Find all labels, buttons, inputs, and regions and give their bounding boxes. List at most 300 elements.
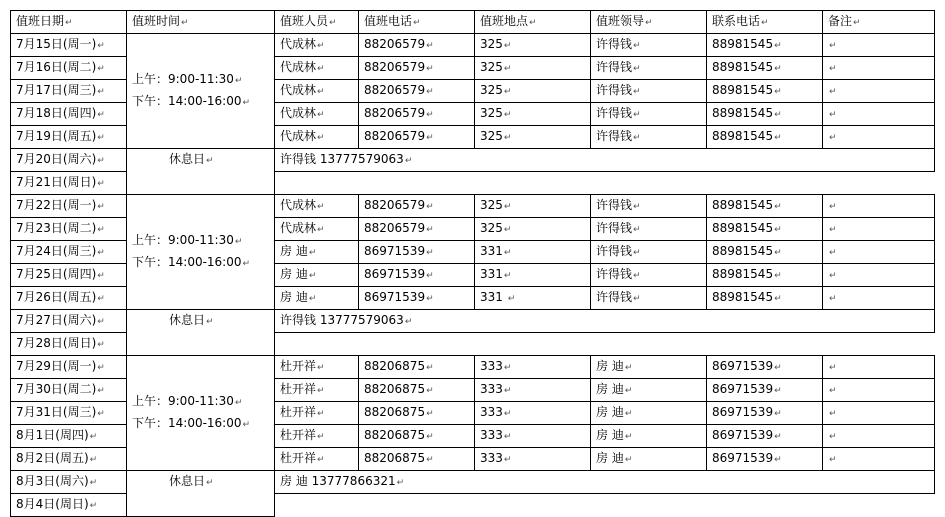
cell-text: 房 迪 (596, 405, 624, 419)
paragraph-mark: ↵ (633, 41, 641, 51)
duty-time-slot (127, 195, 275, 310)
duty-place (475, 402, 591, 425)
cell-text: 86971539 (712, 405, 774, 419)
paragraph-mark: ↵ (829, 110, 837, 120)
cell-text: 房 迪 (280, 267, 308, 281)
cell-text: 许得钱 (596, 221, 633, 235)
time-pm (132, 91, 274, 113)
paragraph-mark: ↵ (97, 409, 105, 419)
paragraph-mark: ↵ (633, 87, 641, 97)
cell-text: 7月27日(周六) (16, 313, 97, 327)
duty-leader (591, 264, 707, 287)
paragraph-mark: ↵ (426, 41, 434, 51)
weekday-row (11, 34, 935, 57)
paragraph-mark: ↵ (97, 294, 105, 304)
paragraph-mark: ↵ (426, 363, 434, 373)
paragraph-mark: ↵ (829, 363, 837, 373)
leader-contact (707, 264, 823, 287)
paragraph-mark: ↵ (774, 202, 782, 212)
cell-text: 许得钱 (596, 267, 633, 281)
paragraph-mark: ↵ (396, 478, 405, 488)
paragraph-mark: ↵ (317, 87, 325, 97)
duty-roster-table (10, 10, 935, 517)
cell-text: 325 (480, 198, 503, 212)
cell-text: 许得钱 13777579063 (280, 313, 404, 327)
paragraph-mark: ↵ (426, 248, 434, 258)
paragraph-mark: ↵ (829, 248, 837, 258)
duty-date (11, 103, 127, 126)
leader-contact (707, 241, 823, 264)
paragraph-mark: ↵ (633, 271, 641, 281)
cell-text: 7月17日(周三) (16, 83, 97, 97)
duty-place (475, 264, 591, 287)
paragraph-mark: ↵ (624, 386, 633, 396)
remarks (823, 425, 935, 448)
paragraph-mark: ↵ (234, 76, 243, 86)
paragraph-mark: ↵ (426, 133, 434, 143)
paragraph-mark: ↵ (774, 386, 782, 396)
paragraph-mark: ↵ (774, 64, 782, 74)
duty-staff (275, 103, 359, 126)
paragraph-mark: ↵ (633, 225, 641, 235)
header-place: 值班地点↵ (475, 11, 591, 34)
leader-contact (707, 379, 823, 402)
paragraph-mark: ↵ (426, 294, 434, 304)
paragraph-mark: ↵ (97, 248, 105, 258)
paragraph-mark: ↵ (426, 64, 434, 74)
paragraph-mark: ↵ (774, 455, 782, 465)
cell-text: 88206579 (364, 106, 426, 120)
duty-date (11, 34, 127, 57)
duty-date (11, 425, 127, 448)
cell-text: 88206579 (364, 129, 426, 143)
cell-text: 代成林 (280, 60, 317, 74)
paragraph-mark: ↵ (829, 202, 837, 212)
duty-date (11, 379, 127, 402)
cell-text: 8月3日(周六) (16, 474, 89, 488)
header-time: 值班时间↵ (127, 11, 275, 34)
paragraph-mark: ↵ (89, 478, 98, 488)
leader-contact (707, 57, 823, 80)
duty-phone (359, 218, 475, 241)
weekend-duty-contact (275, 149, 935, 172)
cell-text: 代成林 (280, 37, 317, 51)
paragraph-mark: ↵ (774, 87, 782, 97)
paragraph-mark: ↵ (426, 87, 434, 97)
cell-text: 325 (480, 60, 503, 74)
cell-text: 88981545 (712, 60, 774, 74)
remarks (823, 126, 935, 149)
paragraph-mark: ↵ (89, 432, 98, 442)
duty-staff (275, 379, 359, 402)
duty-date (11, 80, 127, 103)
duty-leader (591, 287, 707, 310)
leader-contact (707, 126, 823, 149)
cell-text: 333 (480, 428, 503, 442)
paragraph-mark: ↵ (503, 87, 512, 97)
paragraph-mark: ↵ (206, 317, 214, 327)
cell-text: 代成林 (280, 129, 317, 143)
duty-leader (591, 448, 707, 471)
paragraph-mark: ↵ (426, 110, 434, 120)
paragraph-mark: ↵ (242, 259, 251, 269)
cell-text: 7月22日(周一) (16, 198, 97, 212)
cell-text: 325 (480, 37, 503, 51)
cell-text: 8月4日(周日) (16, 497, 89, 511)
cell-text: 88206579 (364, 83, 426, 97)
cell-text: 房 迪 (596, 382, 624, 396)
leader-contact (707, 218, 823, 241)
remarks (823, 241, 935, 264)
duty-phone (359, 402, 475, 425)
paragraph-mark: ↵ (317, 133, 325, 143)
cell-text: 休息日 (169, 474, 206, 488)
paragraph-mark: ↵ (829, 455, 837, 465)
paragraph-mark: ↵ (404, 156, 413, 166)
cell-text: 下午：14:00-16:00 (132, 416, 242, 430)
paragraph-mark: ↵ (97, 340, 105, 350)
duty-staff (275, 425, 359, 448)
paragraph-mark: ↵ (426, 271, 434, 281)
cell-text: 7月28日(周日) (16, 336, 97, 350)
paragraph-mark: ↵ (829, 133, 837, 143)
paragraph-mark: ↵ (829, 64, 837, 74)
duty-phone (359, 448, 475, 471)
paragraph-mark: ↵ (97, 271, 105, 281)
paragraph-mark: ↵ (829, 432, 837, 442)
duty-phone (359, 264, 475, 287)
paragraph-mark: ↵ (206, 156, 214, 166)
weekend-date (11, 172, 127, 195)
duty-place (475, 57, 591, 80)
paragraph-mark: ↵ (317, 409, 325, 419)
duty-place (475, 218, 591, 241)
time-am (132, 69, 274, 91)
cell-text: 许得钱 (596, 60, 633, 74)
paragraph-mark: ↵ (97, 202, 105, 212)
header-contact: 联系电话↵ (707, 11, 823, 34)
cell-text: 杜开祥 (280, 428, 317, 442)
cell-text: 88206579 (364, 221, 426, 235)
paragraph-mark: ↵ (829, 225, 837, 235)
duty-leader (591, 379, 707, 402)
cell-text: 房 迪 (280, 290, 308, 304)
paragraph-mark: ↵ (308, 271, 317, 281)
paragraph-mark: ↵ (97, 156, 105, 166)
duty-leader (591, 103, 707, 126)
paragraph-mark: ↵ (206, 478, 214, 488)
cell-text: 7月26日(周五) (16, 290, 97, 304)
paragraph-mark: ↵ (829, 409, 837, 419)
weekend-row (11, 310, 935, 333)
duty-date (11, 264, 127, 287)
paragraph-mark: ↵ (633, 133, 641, 143)
duty-staff (275, 126, 359, 149)
cell-text: 88206875 (364, 451, 426, 465)
paragraph-mark: ↵ (624, 363, 633, 373)
paragraph-mark: ↵ (308, 248, 317, 258)
paragraph-mark: ↵ (774, 248, 782, 258)
paragraph-mark: ↵ (503, 64, 512, 74)
duty-leader (591, 218, 707, 241)
duty-phone (359, 241, 475, 264)
duty-date (11, 218, 127, 241)
paragraph-mark: ↵ (829, 386, 837, 396)
paragraph-mark: ↵ (97, 41, 105, 51)
cell-text: 房 迪 (596, 428, 624, 442)
cell-text: 代成林 (280, 83, 317, 97)
paragraph-mark: ↵ (97, 87, 105, 97)
weekend-date (11, 494, 127, 517)
duty-place (475, 287, 591, 310)
paragraph-mark: ↵ (829, 271, 837, 281)
remarks (823, 80, 935, 103)
weekend-duty-contact (275, 310, 935, 333)
duty-leader (591, 356, 707, 379)
duty-leader (591, 241, 707, 264)
remarks (823, 264, 935, 287)
cell-text: 下午：14:00-16:00 (132, 94, 242, 108)
duty-staff (275, 356, 359, 379)
duty-date (11, 57, 127, 80)
paragraph-mark: ↵ (89, 455, 98, 465)
paragraph-mark: ↵ (426, 409, 434, 419)
paragraph-mark: ↵ (503, 248, 512, 258)
cell-text: 许得钱 (596, 290, 633, 304)
header-row (11, 11, 935, 34)
cell-text: 7月29日(周一) (16, 359, 97, 373)
paragraph-mark: ↵ (774, 133, 782, 143)
remarks (823, 287, 935, 310)
leader-contact (707, 103, 823, 126)
paragraph-mark: ↵ (624, 432, 633, 442)
cell-text: 86971539 (712, 428, 774, 442)
leader-contact (707, 448, 823, 471)
cell-text: 88981545 (712, 221, 774, 235)
paragraph-mark: ↵ (317, 110, 325, 120)
duty-leader (591, 195, 707, 218)
paragraph-mark: ↵ (97, 110, 105, 120)
paragraph-mark: ↵ (829, 294, 837, 304)
cell-text: 86971539 (364, 267, 426, 281)
paragraph-mark: ↵ (426, 455, 434, 465)
cell-text: 325 (480, 83, 503, 97)
paragraph-mark: ↵ (234, 398, 243, 408)
duty-phone (359, 425, 475, 448)
duty-time-slot (127, 356, 275, 471)
paragraph-mark: ↵ (774, 110, 782, 120)
cell-text: 许得钱 (596, 37, 633, 51)
paragraph-mark: ↵ (308, 294, 317, 304)
cell-text: 86971539 (364, 290, 426, 304)
paragraph-mark: ↵ (242, 98, 251, 108)
cell-text: 88981545 (712, 37, 774, 51)
duty-phone (359, 195, 475, 218)
duty-place (475, 448, 591, 471)
paragraph-mark: ↵ (97, 133, 105, 143)
weekend-row (11, 149, 935, 172)
paragraph-mark: ↵ (774, 225, 782, 235)
remarks (823, 379, 935, 402)
cell-text: 88981545 (712, 198, 774, 212)
cell-text: 许得钱 (596, 198, 633, 212)
cell-text: 7月24日(周三) (16, 244, 97, 258)
duty-place (475, 80, 591, 103)
remarks (823, 195, 935, 218)
duty-staff (275, 57, 359, 80)
cell-text: 88981545 (712, 267, 774, 281)
paragraph-mark: ↵ (503, 409, 512, 419)
duty-leader (591, 57, 707, 80)
weekend-date (11, 333, 127, 356)
cell-text: 房 迪 (596, 359, 624, 373)
cell-text: 许得钱 (596, 244, 633, 258)
duty-place (475, 241, 591, 264)
remarks (823, 356, 935, 379)
remarks (823, 103, 935, 126)
cell-text: 7月25日(周四) (16, 267, 97, 281)
rest-day-label (127, 471, 275, 517)
duty-leader (591, 126, 707, 149)
paragraph-mark: ↵ (426, 386, 434, 396)
cell-text: 下午：14:00-16:00 (132, 255, 242, 269)
header-staff: 值班人员↵ (275, 11, 359, 34)
cell-text: 代成林 (280, 198, 317, 212)
paragraph-mark: ↵ (317, 432, 325, 442)
remarks (823, 448, 935, 471)
paragraph-mark: ↵ (633, 248, 641, 258)
roster-body (11, 11, 935, 517)
paragraph-mark: ↵ (426, 202, 434, 212)
cell-text: 房 迪 13777866321 (280, 474, 396, 488)
paragraph-mark: ↵ (503, 271, 512, 281)
paragraph-mark: ↵ (97, 363, 105, 373)
cell-text: 杜开祥 (280, 451, 317, 465)
cell-text: 7月20日(周六) (16, 152, 97, 166)
time-am (132, 391, 274, 413)
paragraph-mark: ↵ (624, 455, 633, 465)
cell-text: 上午：9:00-11:30 (132, 72, 234, 86)
cell-text: 房 迪 (596, 451, 624, 465)
duty-staff (275, 218, 359, 241)
remarks (823, 34, 935, 57)
duty-phone (359, 34, 475, 57)
leader-contact (707, 195, 823, 218)
cell-text: 7月16日(周二) (16, 60, 97, 74)
paragraph-mark: ↵ (829, 41, 837, 51)
cell-text: 86971539 (712, 451, 774, 465)
cell-text: 代成林 (280, 106, 317, 120)
duty-staff (275, 34, 359, 57)
paragraph-mark: ↵ (774, 41, 782, 51)
duty-leader (591, 80, 707, 103)
paragraph-mark: ↵ (404, 317, 413, 327)
duty-leader (591, 402, 707, 425)
cell-text: 331 (480, 244, 503, 258)
cell-text: 88981545 (712, 290, 774, 304)
paragraph-mark: ↵ (633, 64, 641, 74)
paragraph-mark: ↵ (503, 41, 512, 51)
paragraph-mark: ↵ (774, 409, 782, 419)
header-phone: 值班电话↵ (359, 11, 475, 34)
header-leader: 值班领导↵ (591, 11, 707, 34)
time-pm (132, 413, 274, 435)
duty-leader (591, 425, 707, 448)
cell-text: 7月30日(周二) (16, 382, 97, 396)
duty-place (475, 103, 591, 126)
duty-staff (275, 80, 359, 103)
duty-staff (275, 241, 359, 264)
cell-text: 8月2日(周五) (16, 451, 89, 465)
leader-contact (707, 425, 823, 448)
duty-staff (275, 402, 359, 425)
time-pm (132, 252, 274, 274)
paragraph-mark: ↵ (317, 202, 325, 212)
cell-text: 杜开祥 (280, 405, 317, 419)
paragraph-mark: ↵ (97, 317, 105, 327)
paragraph-mark: ↵ (774, 363, 782, 373)
cell-text: 88206579 (364, 60, 426, 74)
paragraph-mark: ↵ (317, 386, 325, 396)
duty-phone (359, 126, 475, 149)
duty-place (475, 356, 591, 379)
cell-text: 杜开祥 (280, 382, 317, 396)
paragraph-mark: ↵ (97, 179, 105, 189)
paragraph-mark: ↵ (624, 409, 633, 419)
duty-leader (591, 34, 707, 57)
cell-text: 休息日 (169, 152, 206, 166)
cell-text: 333 (480, 405, 503, 419)
duty-place (475, 425, 591, 448)
cell-text: 房 迪 (280, 244, 308, 258)
paragraph-mark: ↵ (774, 432, 782, 442)
cell-text: 325 (480, 106, 503, 120)
cell-text: 88981545 (712, 106, 774, 120)
cell-text: 331 (480, 267, 503, 281)
weekend-date (11, 310, 127, 333)
duty-phone (359, 379, 475, 402)
duty-phone (359, 80, 475, 103)
paragraph-mark: ↵ (633, 110, 641, 120)
leader-contact (707, 402, 823, 425)
paragraph-mark: ↵ (97, 386, 105, 396)
cell-text: 88206875 (364, 382, 426, 396)
weekday-row (11, 195, 935, 218)
cell-text: 7月21日(周日) (16, 175, 97, 189)
paragraph-mark: ↵ (426, 432, 434, 442)
paragraph-mark: ↵ (97, 225, 105, 235)
duty-place (475, 34, 591, 57)
cell-text: 88981545 (712, 129, 774, 143)
cell-text: 7月31日(周三) (16, 405, 97, 419)
paragraph-mark: ↵ (234, 237, 243, 247)
paragraph-mark: ↵ (774, 294, 782, 304)
cell-text: 代成林 (280, 221, 317, 235)
duty-date (11, 448, 127, 471)
duty-phone (359, 57, 475, 80)
cell-text: 上午：9:00-11:30 (132, 394, 234, 408)
paragraph-mark: ↵ (503, 110, 512, 120)
paragraph-mark: ↵ (633, 294, 641, 304)
weekend-duty-contact (275, 471, 935, 494)
duty-date (11, 356, 127, 379)
duty-place (475, 126, 591, 149)
cell-text: 333 (480, 451, 503, 465)
header-remarks: 备注↵ (823, 11, 935, 34)
cell-text: 325 (480, 129, 503, 143)
duty-place (475, 195, 591, 218)
leader-contact (707, 80, 823, 103)
